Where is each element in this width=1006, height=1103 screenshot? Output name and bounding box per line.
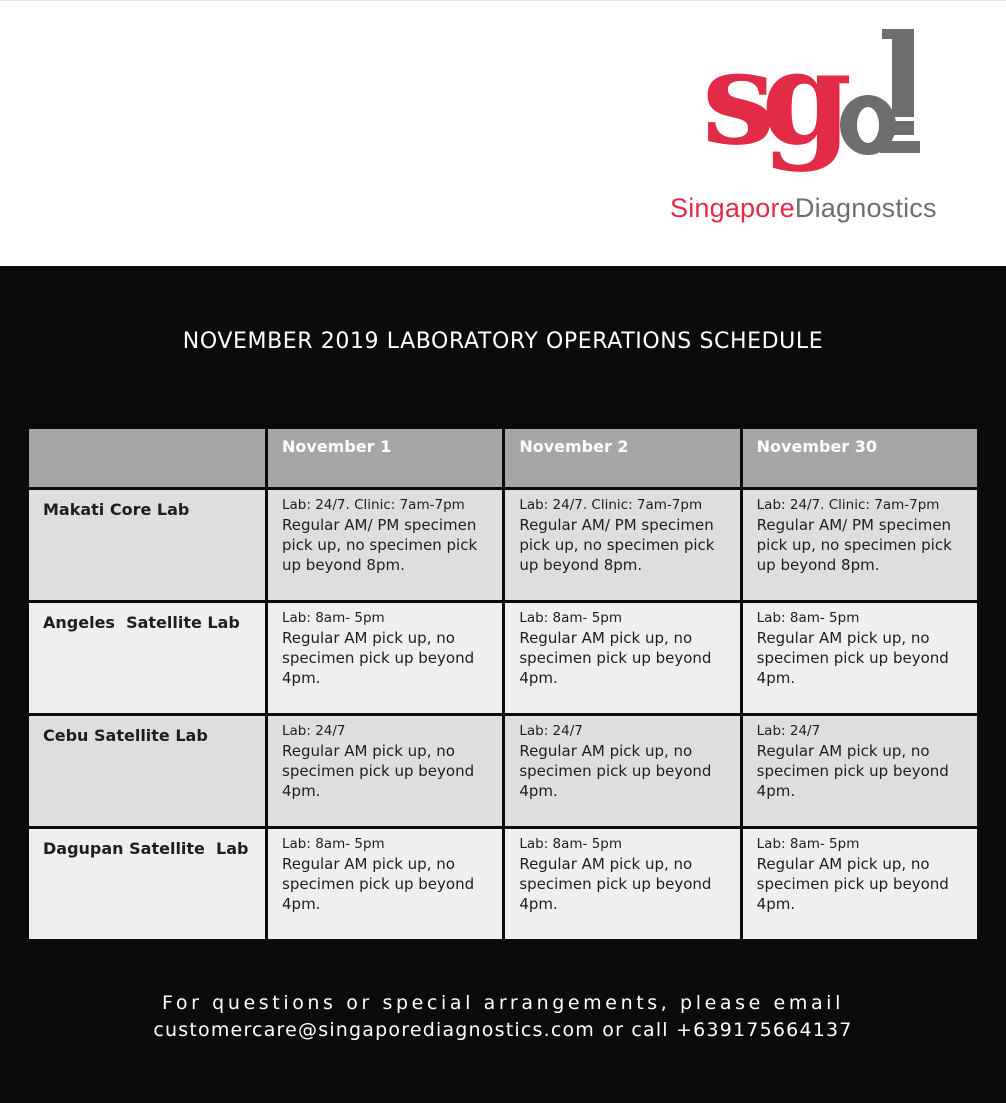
- sgd-logo-mark: [670, 25, 970, 175]
- lab-hours: Lab: 24/7: [282, 723, 346, 739]
- lab-hours: Lab: 24/7: [756, 723, 821, 739]
- table-row: [29, 490, 977, 600]
- table-header-row: [29, 429, 977, 487]
- column-header-nov-1: November 1: [268, 429, 502, 487]
- page-title: NOVEMBER 2019 LABORATORY OPERATIONS SCHEDULE: [182, 329, 824, 354]
- schedule-cell: [743, 829, 977, 939]
- schedule-cell: [268, 716, 502, 826]
- lab-hours: Lab: 8am- 5pm: [756, 610, 860, 626]
- pickup-note: Regular AM pick up, no specimen pick up beyond 4pm.: [282, 742, 475, 800]
- header: [0, 0, 1006, 266]
- schedule-table: [26, 426, 980, 942]
- lab-cell: [29, 603, 265, 713]
- table-row: [29, 829, 977, 939]
- lab-hours: Lab: 8am- 5pm: [282, 836, 385, 852]
- pickup-note: Regular AM pick up, no specimen pick up beyond 4pm.: [756, 855, 949, 913]
- lab-name: Cebu Satellite Lab: [43, 726, 208, 745]
- schedule-cell: [505, 603, 739, 713]
- schedule-cell: [505, 490, 739, 600]
- schedule-cell: [268, 603, 502, 713]
- schedule-cell: [743, 603, 977, 713]
- pickup-note: Regular AM pick up, no specimen pick up beyond 4pm.: [756, 742, 949, 800]
- column-header-nov-2: November 2: [505, 429, 739, 487]
- table-row: [29, 716, 977, 826]
- lab-name: Makati Core Lab: [43, 500, 190, 519]
- lab-hours: Lab: 8am- 5pm: [519, 836, 623, 852]
- lab-hours: Lab: 8am- 5pm: [282, 610, 385, 626]
- lab-hours: Lab: 24/7. Clinic: 7am-7pm: [282, 497, 465, 513]
- main-panel: [0, 266, 1006, 1103]
- pickup-note: Regular AM pick up, no specimen pick up beyond 4pm.: [282, 629, 475, 687]
- schedule-cell: [505, 716, 739, 826]
- pickup-note: Regular AM/ PM specimen pick up, no specimen pick up beyond 8pm.: [756, 516, 952, 574]
- column-header-blank: [29, 429, 265, 487]
- lab-hours: Lab: 24/7: [519, 723, 583, 739]
- brand-name-part2: Diagnostics: [794, 193, 937, 223]
- pickup-note: Regular AM/ PM specimen pick up, no specimen pick up beyond 8pm.: [519, 516, 715, 574]
- lab-hours: Lab: 8am- 5pm: [756, 836, 860, 852]
- lab-hours: Lab: 24/7. Clinic: 7am-7pm: [519, 497, 703, 513]
- lab-hours: Lab: 24/7. Clinic: 7am-7pm: [756, 497, 940, 513]
- contact-line-1: For questions or special arrangements, please email: [162, 992, 844, 1014]
- pickup-note: Regular AM/ PM specimen pick up, no specimen pick up beyond 8pm.: [282, 516, 478, 574]
- contact-line-2: customercare@singaporediagnostics.com or call +639175664137: [153, 1019, 853, 1041]
- column-header-nov-30: November 30: [743, 429, 977, 487]
- lab-name: Angeles Satellite Lab: [43, 613, 240, 632]
- pickup-note: Regular AM pick up, no specimen pick up beyond 4pm.: [519, 629, 712, 687]
- schedule-cell: [268, 829, 502, 939]
- pickup-note: Regular AM pick up, no specimen pick up beyond 4pm.: [282, 855, 475, 913]
- schedule-cell: [743, 490, 977, 600]
- lab-hours: Lab: 8am- 5pm: [519, 610, 623, 626]
- svg-text:sg: sg: [702, 25, 839, 174]
- contact-footer: [0, 990, 1006, 1044]
- pickup-note: Regular AM pick up, no specimen pick up beyond 4pm.: [519, 742, 712, 800]
- brand-name-part1: Singapore: [670, 193, 795, 223]
- pickup-note: Regular AM pick up, no specimen pick up beyond 4pm.: [519, 855, 712, 913]
- schedule-cell: [505, 829, 739, 939]
- brand-logo: [670, 25, 970, 240]
- schedule-cell: [268, 490, 502, 600]
- pickup-note: Regular AM pick up, no specimen pick up beyond 4pm.: [756, 629, 949, 687]
- brand-name: [670, 193, 937, 224]
- lab-cell: [29, 490, 265, 600]
- table-row: [29, 603, 977, 713]
- lab-cell: [29, 716, 265, 826]
- schedule-cell: [743, 716, 977, 826]
- lab-name: Dagupan Satellite Lab: [43, 839, 249, 858]
- lab-cell: [29, 829, 265, 939]
